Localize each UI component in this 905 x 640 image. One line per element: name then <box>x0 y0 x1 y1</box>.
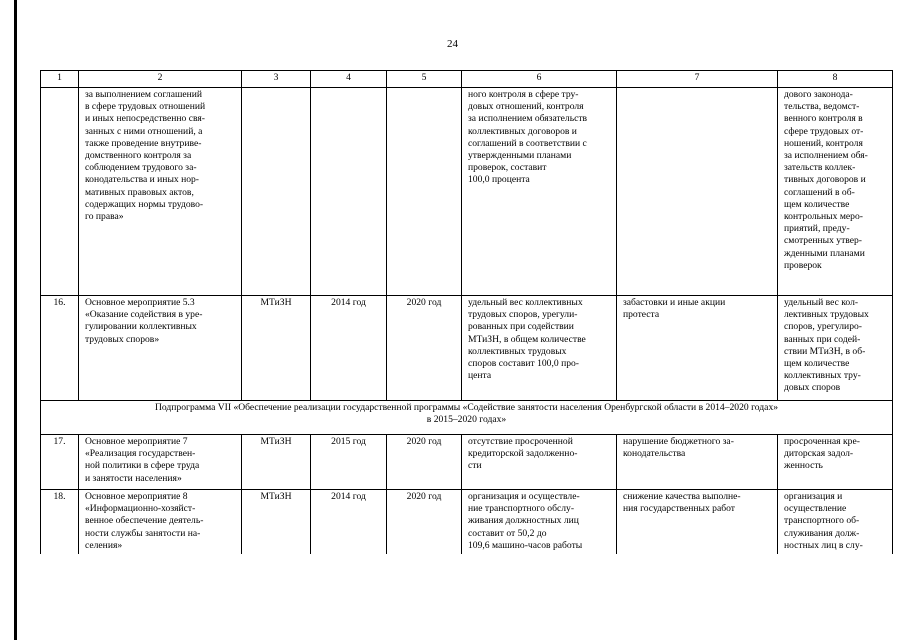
end-year: 2020 год <box>387 435 462 490</box>
end-year <box>387 88 462 296</box>
table-row <box>41 296 893 401</box>
indicator: дового законода- тельства, ведомст- венного контроля в сфере трудовых от- ношений, контроля за исполнением обя- зательств коллек- тивных договоров и соглашений в об- щем количестве контрольных меро- приятий, преду- смотренных утвер- жденными планами проверок <box>778 88 893 296</box>
end-year: 2020 год <box>387 296 462 401</box>
event-name: Основное мероприятие 8 «Информационно-хозяйст- венное обеспечение деятель- ности службы занятости на- селения» <box>79 490 242 554</box>
executor: МТиЗН <box>242 490 311 554</box>
page-number: 24 <box>447 38 458 50</box>
subprogram-row <box>41 401 893 435</box>
indicator: просроченная кре- диторская задол- женность <box>778 435 893 490</box>
executor <box>242 88 311 296</box>
start-year: 2015 год <box>311 435 387 490</box>
executor: МТиЗН <box>242 435 311 490</box>
column-number: 7 <box>617 71 778 88</box>
table-row <box>41 435 893 490</box>
indicator: организация и осуществление транспортного об- служивания долж- ностных лиц в слу- <box>778 490 893 554</box>
row-number: 16. <box>41 296 79 401</box>
executor: МТиЗН <box>242 296 311 401</box>
start-year <box>311 88 387 296</box>
measures-table <box>40 70 893 554</box>
row-number <box>41 88 79 296</box>
row-number: 17. <box>41 435 79 490</box>
column-number-row <box>41 71 893 88</box>
event-name: Основное мероприятие 5.3 «Оказание содействия в уре- гулировании коллективных трудовых споров» <box>79 296 242 401</box>
row-number: 18. <box>41 490 79 554</box>
event-name: за выполнением соглашений в сфере трудовых отношений и иных непосредственно свя- занных с ними отношений, а также проведение внутриве- домственного контроля за соблюдением трудового за- конодательства и иных нор- мативных правовых актов, содержащих нормы трудово- го права» <box>79 88 242 296</box>
expected-result: ного контроля в сфере тру- довых отношений, контроля за исполнением обязательств коллективных договоров и соглашений в соответствии с утвержденными планами проверок, составит 100,0 процента <box>462 88 617 296</box>
subprogram-title: Подпрограмма VII «Обеспечение реализации государственной программы «Содействие занятости населения Оренбургской области в 2014–2020 годах» в 2015–2020 годах» <box>41 401 893 435</box>
expected-result: организация и осуществле- ние транспортного обслу- живания должностных лиц составит от 50,2 до 109,6 машино-часов работы <box>462 490 617 554</box>
start-year: 2014 год <box>311 296 387 401</box>
column-number: 3 <box>242 71 311 88</box>
indicator: удельный вес кол- лективных трудовых споров, урегулиро- ванных при содей- ствии МТиЗН, в об- щем количестве коллективных тру- довых споров <box>778 296 893 401</box>
column-number: 4 <box>311 71 387 88</box>
table-row-continued <box>41 88 893 296</box>
column-number: 6 <box>462 71 617 88</box>
column-number: 5 <box>387 71 462 88</box>
start-year: 2014 год <box>311 490 387 554</box>
event-name: Основное мероприятие 7 «Реализация государствен- ной политики в сфере труда и занятости населения» <box>79 435 242 490</box>
column-number: 8 <box>778 71 893 88</box>
column-number: 2 <box>79 71 242 88</box>
column-number: 1 <box>41 71 79 88</box>
table-row <box>41 490 893 554</box>
risk-consequence: нарушение бюджетного за- конодательства <box>617 435 778 490</box>
risk-consequence: снижение качества выполне- ния государственных работ <box>617 490 778 554</box>
end-year: 2020 год <box>387 490 462 554</box>
expected-result: удельный вес коллективных трудовых споров, урегули- рованных при содействии МТиЗН, в общем количестве коллективных трудовых споров составит 100,0 про- цента <box>462 296 617 401</box>
risk-consequence <box>617 88 778 296</box>
page-margin-line <box>14 0 17 640</box>
risk-consequence: забастовки и иные акции протеста <box>617 296 778 401</box>
expected-result: отсутствие просроченной кредиторской задолженно- сти <box>462 435 617 490</box>
